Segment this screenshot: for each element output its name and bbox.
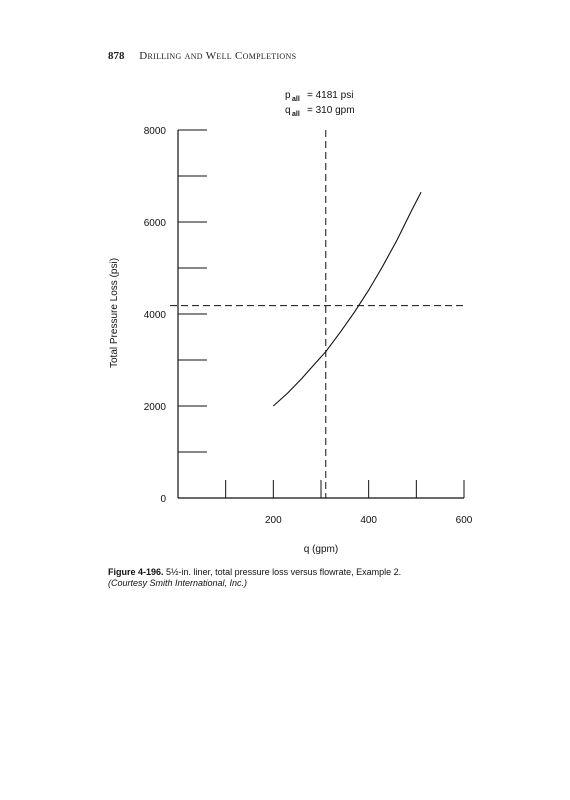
q-all-value: = 310 gpm	[307, 105, 355, 116]
y-tick-label-4000: 4000	[143, 310, 166, 321]
x-tick-label-600: 600	[455, 515, 473, 526]
x-tick-label-400: 400	[360, 515, 378, 526]
p-all-subscript: all	[292, 96, 300, 103]
page-number: 878	[108, 50, 125, 62]
x-axis-label: q (gpm)	[303, 544, 339, 555]
y-axis-ticks	[178, 130, 207, 452]
x-axis-ticks	[226, 480, 464, 498]
x-tick-labels	[265, 515, 473, 526]
figure-credit: (Courtesy Smith International, Inc.)	[108, 578, 248, 588]
p-all-value: = 4181 psi	[307, 90, 354, 101]
figure-label: Figure 4-196.	[108, 567, 164, 577]
data-series	[273, 192, 421, 406]
y-tick-label-8000: 8000	[143, 126, 166, 137]
x-tick-label-200: 200	[264, 515, 282, 526]
y-tick-label-0: 0	[160, 494, 166, 505]
series-line-0	[273, 192, 421, 406]
chart-axes	[178, 130, 464, 498]
annotation-p-all	[285, 90, 353, 103]
running-title: Drilling and Well Completions	[139, 50, 297, 62]
y-tick-labels	[144, 126, 167, 505]
q-all-symbol: q	[285, 105, 291, 116]
annotation-q-all	[285, 105, 355, 118]
y-axis-label: Total Pressure Loss (psi)	[109, 257, 120, 369]
figure-caption-text: 5½-in. liner, total pressure loss versus flowrate, Example 2.	[166, 567, 402, 577]
figure-caption	[108, 567, 488, 589]
q-all-subscript: all	[292, 111, 300, 118]
p-all-symbol: p	[285, 90, 291, 101]
y-tick-label-2000: 2000	[143, 402, 166, 413]
y-tick-label-6000: 6000	[143, 218, 166, 229]
reference-lines	[170, 130, 464, 498]
